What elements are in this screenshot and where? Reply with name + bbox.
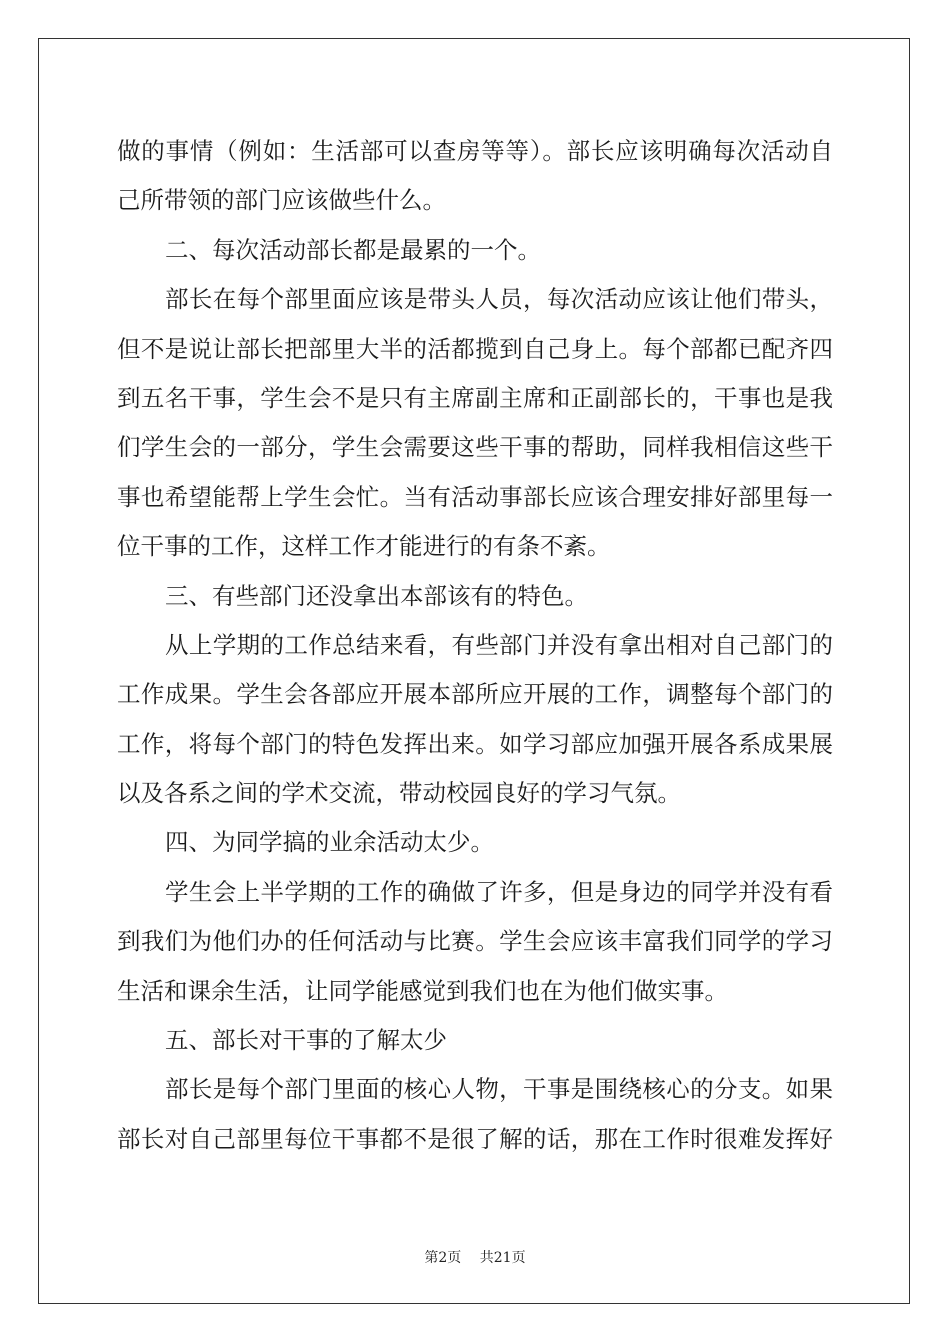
text-line: 己所带领的部门应该做些什么。 [117,186,446,215]
text-line: 从上学期的工作总结来看，有些部门并没有拿出相对自己部门的 [165,630,833,659]
text-line: 学生会上半学期的工作的确做了许多，但是身边的同学并没有看 [165,877,833,906]
text-line: 部长在每个部里面应该是带头人员，每次活动应该让他们带头， [165,285,833,314]
page-total: 共21页 [479,1250,526,1266]
text-line: 二、每次活动部长都是最累的一个。 [165,235,541,264]
text-line: 到五名干事，学生会不是只有主席副主席和正副部长的，干事也是我 [117,383,833,412]
text-line: 五、部长对干事的了解太少 [165,1026,447,1055]
text-line: 生活和课余生活，让同学能感觉到我们也在为他们做实事。 [117,976,728,1005]
page-number: 第2页 [424,1250,462,1266]
document-body [117,127,833,1164]
text-line: 们学生会的一部分，学生会需要这些干事的帮助，同样我相信这些干 [117,433,833,462]
text-line: 但不是说让部长把部里大半的活都揽到自己身上。每个部都已配齐四 [117,334,833,363]
text-line: 三、有些部门还没拿出本部该有的特色。 [165,581,588,610]
page-footer [0,1247,950,1267]
text-line: 工作成果。学生会各部应开展本部所应开展的工作，调整每个部门的 [117,680,833,709]
text-line: 位干事的工作，这样工作才能进行的有条不紊。 [117,532,611,561]
text-line: 做的事情（例如：生活部可以查房等等）。部长应该明确每次活动自 [117,137,833,165]
text-line: 到我们为他们办的任何活动与比赛。学生会应该丰富我们同学的学习 [117,927,833,956]
text-line: 事也希望能帮上学生会忙。当有活动事部长应该合理安排好部里每一 [117,482,833,511]
text-line: 工作，将每个部门的特色发挥出来。如学习部应加强开展各系成果展 [117,729,833,758]
text-line: 四、为同学搞的业余活动太少。 [165,828,494,857]
text-line: 以及各系之间的学术交流，带动校园良好的学习气氛。 [117,779,681,808]
text-line: 部长对自己部里每位干事都不是很了解的话，那在工作时很难发挥好 [117,1124,833,1153]
text-line: 部长是每个部门里面的核心人物，干事是围绕核心的分支。如果 [165,1075,833,1104]
